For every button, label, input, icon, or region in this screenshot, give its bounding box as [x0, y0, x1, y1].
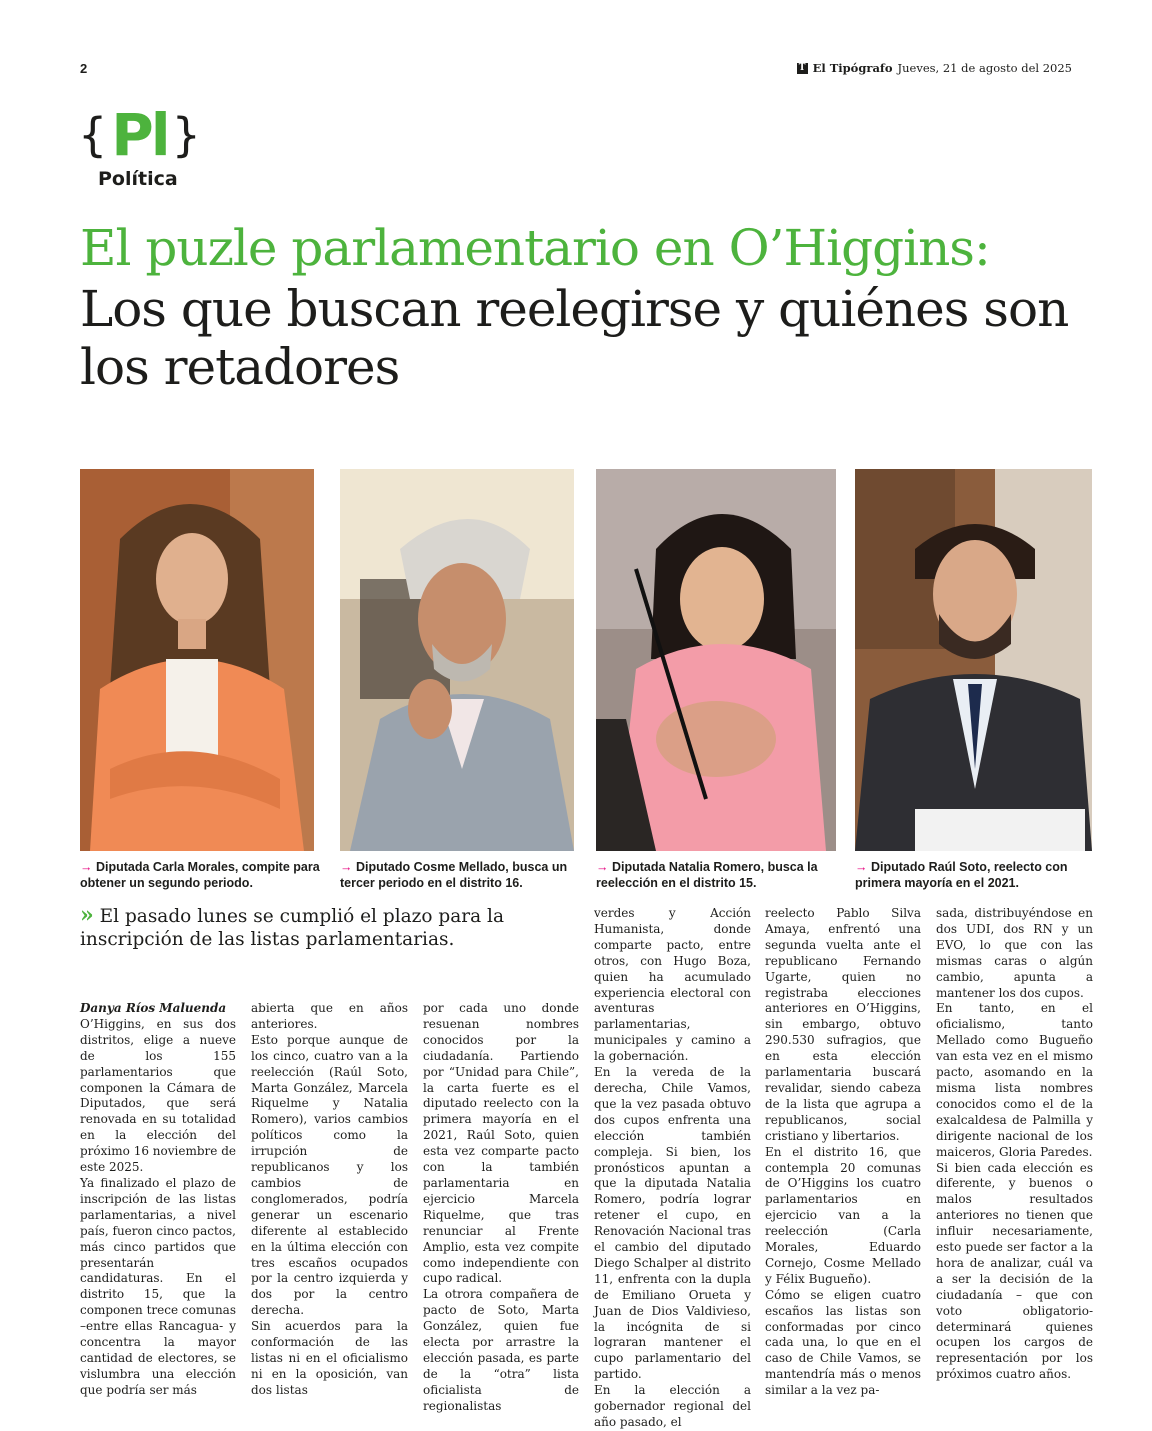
paragraph: Si bien cada elección es diferente, y buenos o malos resultados anteriores no tienen que influir necesariamente, esto puede ser factor a la hora de analizar, cuál va a ser la decisión de la ciudadanía – que con voto obligatorio- determinará quienes ocupen los cargos de representación por los próximos cuatro años.: [936, 1160, 1093, 1382]
article-column-2: [251, 1001, 408, 1399]
paragraph: En el distrito 16, que contempla 20 comunas de O’Higgins los cuatro parlamentarios en ejercicio van a la reelección (Carla Morales, Eduardo Cornejo, Cosme Mellado y Félix Bugueño).: [765, 1144, 921, 1286]
photo-raul-soto: [855, 469, 1092, 851]
headline-main: Los que buscan reelegirse y quiénes son los retadores: [80, 280, 1069, 396]
photo-caption: → Diputada Natalia Romero, busca la reelección en el distrito 15.: [596, 860, 818, 890]
article-column-6: [936, 906, 1093, 1383]
paragraph: Cómo se eligen cuatro escaños las listas son conformadas por cinco cada una, lo que en el caso de Chile Vamos, se mantendría más o menos similar a la vez pa-: [765, 1287, 921, 1398]
page-number: 2: [80, 61, 88, 76]
article-column-4: [594, 906, 751, 1431]
section-label: Política: [98, 168, 178, 190]
paragraph: En la vereda de la derecha, Chile Vamos, que la vez pasada obtuvo dos cupos enfrenta una elección también compleja. Si bien, los pronósticos apuntan a que la diputada Natalia Romero, podría lograr retener el cupo, en Renovación Nacional tras el cambio del diputado Diego Schalper al distrito 11, enfrenta con la dupla de Emiliano Orueta y Juan de Dios Valdivieso, la incógnita de si lograran mantener el cupo parlamentario del partido.: [594, 1065, 751, 1382]
paragraph: Esto porque aunque de los cinco, cuatro van a la reelección (Raúl Soto, Marta González, Marcela Riquelme y Natalia Romero), varios cambios políticos como la irrupción de republicanos y los cambios de conglomerados, podría generar un escenario diferente al establecido en la última elección con tres escaños ocupados por la centro izquierda y dos por la centro derecha.: [251, 1032, 408, 1318]
paragraph: En tanto, en el oficialismo, tanto Mellado como Bugueño van esta vez en el mismo pacto, asomando en la misma lista nombres conocidos como el de la exalcaldesa de Palmilla y dirigente nacional de los maiceros, Gloria Paredes.: [936, 1001, 1093, 1159]
paragraph: Sin acuerdos para la conformación de las listas ni en el oficialismo ni en la oposición, van dos listas: [251, 1319, 408, 1397]
open-brace: {: [78, 108, 108, 162]
paragraph: La otrora compañera de pacto de Soto, Marta González, quien fue electa por arrastre la elección pasada, es parte de la “otra” lista oficialista de regionalistas: [423, 1287, 579, 1413]
photo-carla-morales: [80, 469, 314, 851]
paragraph: reelecto Pablo Silva Amaya, enfrentó una segunda vuelta ante el republicano Fernando Ugarte, quien no registraba elecciones anteriores en O’Higgins, sin embargo, obtuvo 290.530 sufragios, que en esta elección parlamentaria buscará revalidar, siendo cabeza de la lista que agrupa a republicanos, social cristiano y libertarios.: [765, 906, 921, 1143]
newspaper-name: El Tipógrafo: [812, 61, 893, 75]
article-column-1: [80, 1001, 236, 1399]
paragraph: O’Higgins, en sus dos distritos, elige a nueve de los 155 parlamentarios que componen la Cámara de Diputados, que será renovada en su totalidad en la elección del próximo 16 noviembre de este 2025.: [80, 1016, 236, 1175]
byline: Danya Ríos Maluenda: [80, 1001, 227, 1015]
arrow-right-icon: →: [80, 860, 93, 874]
arrow-right-icon: →: [855, 860, 868, 874]
headline-kicker: El puzle parlamentario en O’Higgins:: [80, 219, 990, 277]
paragraph: verdes y Acción Humanista, donde comparte pacto, entre otros, con Hugo Boza, quien ha acumulado experiencia electoral con aventuras parlamentarias, municipales y camino a la gobernación.: [594, 906, 751, 1064]
paragraph: En la elección a gobernador regional del año pasado, el: [594, 1383, 751, 1429]
double-chevron-icon: »: [80, 902, 94, 928]
arrow-right-icon: →: [596, 860, 609, 874]
section-logo: [78, 101, 201, 190]
photo-caption: → Diputado Cosme Mellado, busca un tercer periodo en el distrito 16.: [340, 860, 568, 890]
newspaper-logo-icon: T: [797, 63, 808, 74]
paragraph: por cada uno donde resuenan nombres conocidos por la ciudadanía. Partiendo por “Unidad para Chile”, la carta fuerte es el diputado reelecto con la primera mayoría en el 2021, Raúl Soto, quien esta vez comparte pacto con la también parlamentaria en ejercicio Marcela Riquelme, que tras renunciar al Frente Amplio, esta vez compite como independiente con cupo radical.: [423, 1001, 579, 1286]
publication-date: Jueves, 21 de agosto del 2025: [897, 61, 1072, 75]
paragraph: Ya finalizado el plazo de inscripción de las listas parlamentarias, a nivel país, fueron cinco pactos, más cinco partidos que presentarán candidaturas. En el distrito 15, que la componen trece comunas –entre ellas Rancagua- y concentra la mayor cantidad de electores, se vislumbra una elección que podría ser más: [80, 1175, 236, 1397]
photo-caption: → Diputado Raúl Soto, reelecto con primera mayoría en el 2021.: [855, 860, 1068, 890]
photo-natalia-romero: [596, 469, 836, 851]
masthead: [797, 61, 1072, 75]
article-column-3: [423, 1001, 579, 1415]
article-lead: » El pasado lunes se cumplió el plazo para la inscripción de las listas parlamentarias.: [80, 902, 504, 950]
paragraph: sada, distribuyéndose en dos UDI, dos RN y un EVO, lo que con las mismas caras o algún cambio, apunta a mantener los dos cupos.: [936, 906, 1093, 1000]
article-column-5: [765, 906, 921, 1399]
close-brace: }: [171, 108, 201, 162]
section-abbr: Pl: [111, 101, 168, 169]
photo-caption: → Diputada Carla Morales, compite para obtener un segundo periodo.: [80, 860, 320, 890]
paragraph: abierta que en años anteriores.: [251, 1001, 408, 1031]
arrow-right-icon: →: [340, 860, 353, 874]
photo-cosme-mellado: [340, 469, 574, 851]
